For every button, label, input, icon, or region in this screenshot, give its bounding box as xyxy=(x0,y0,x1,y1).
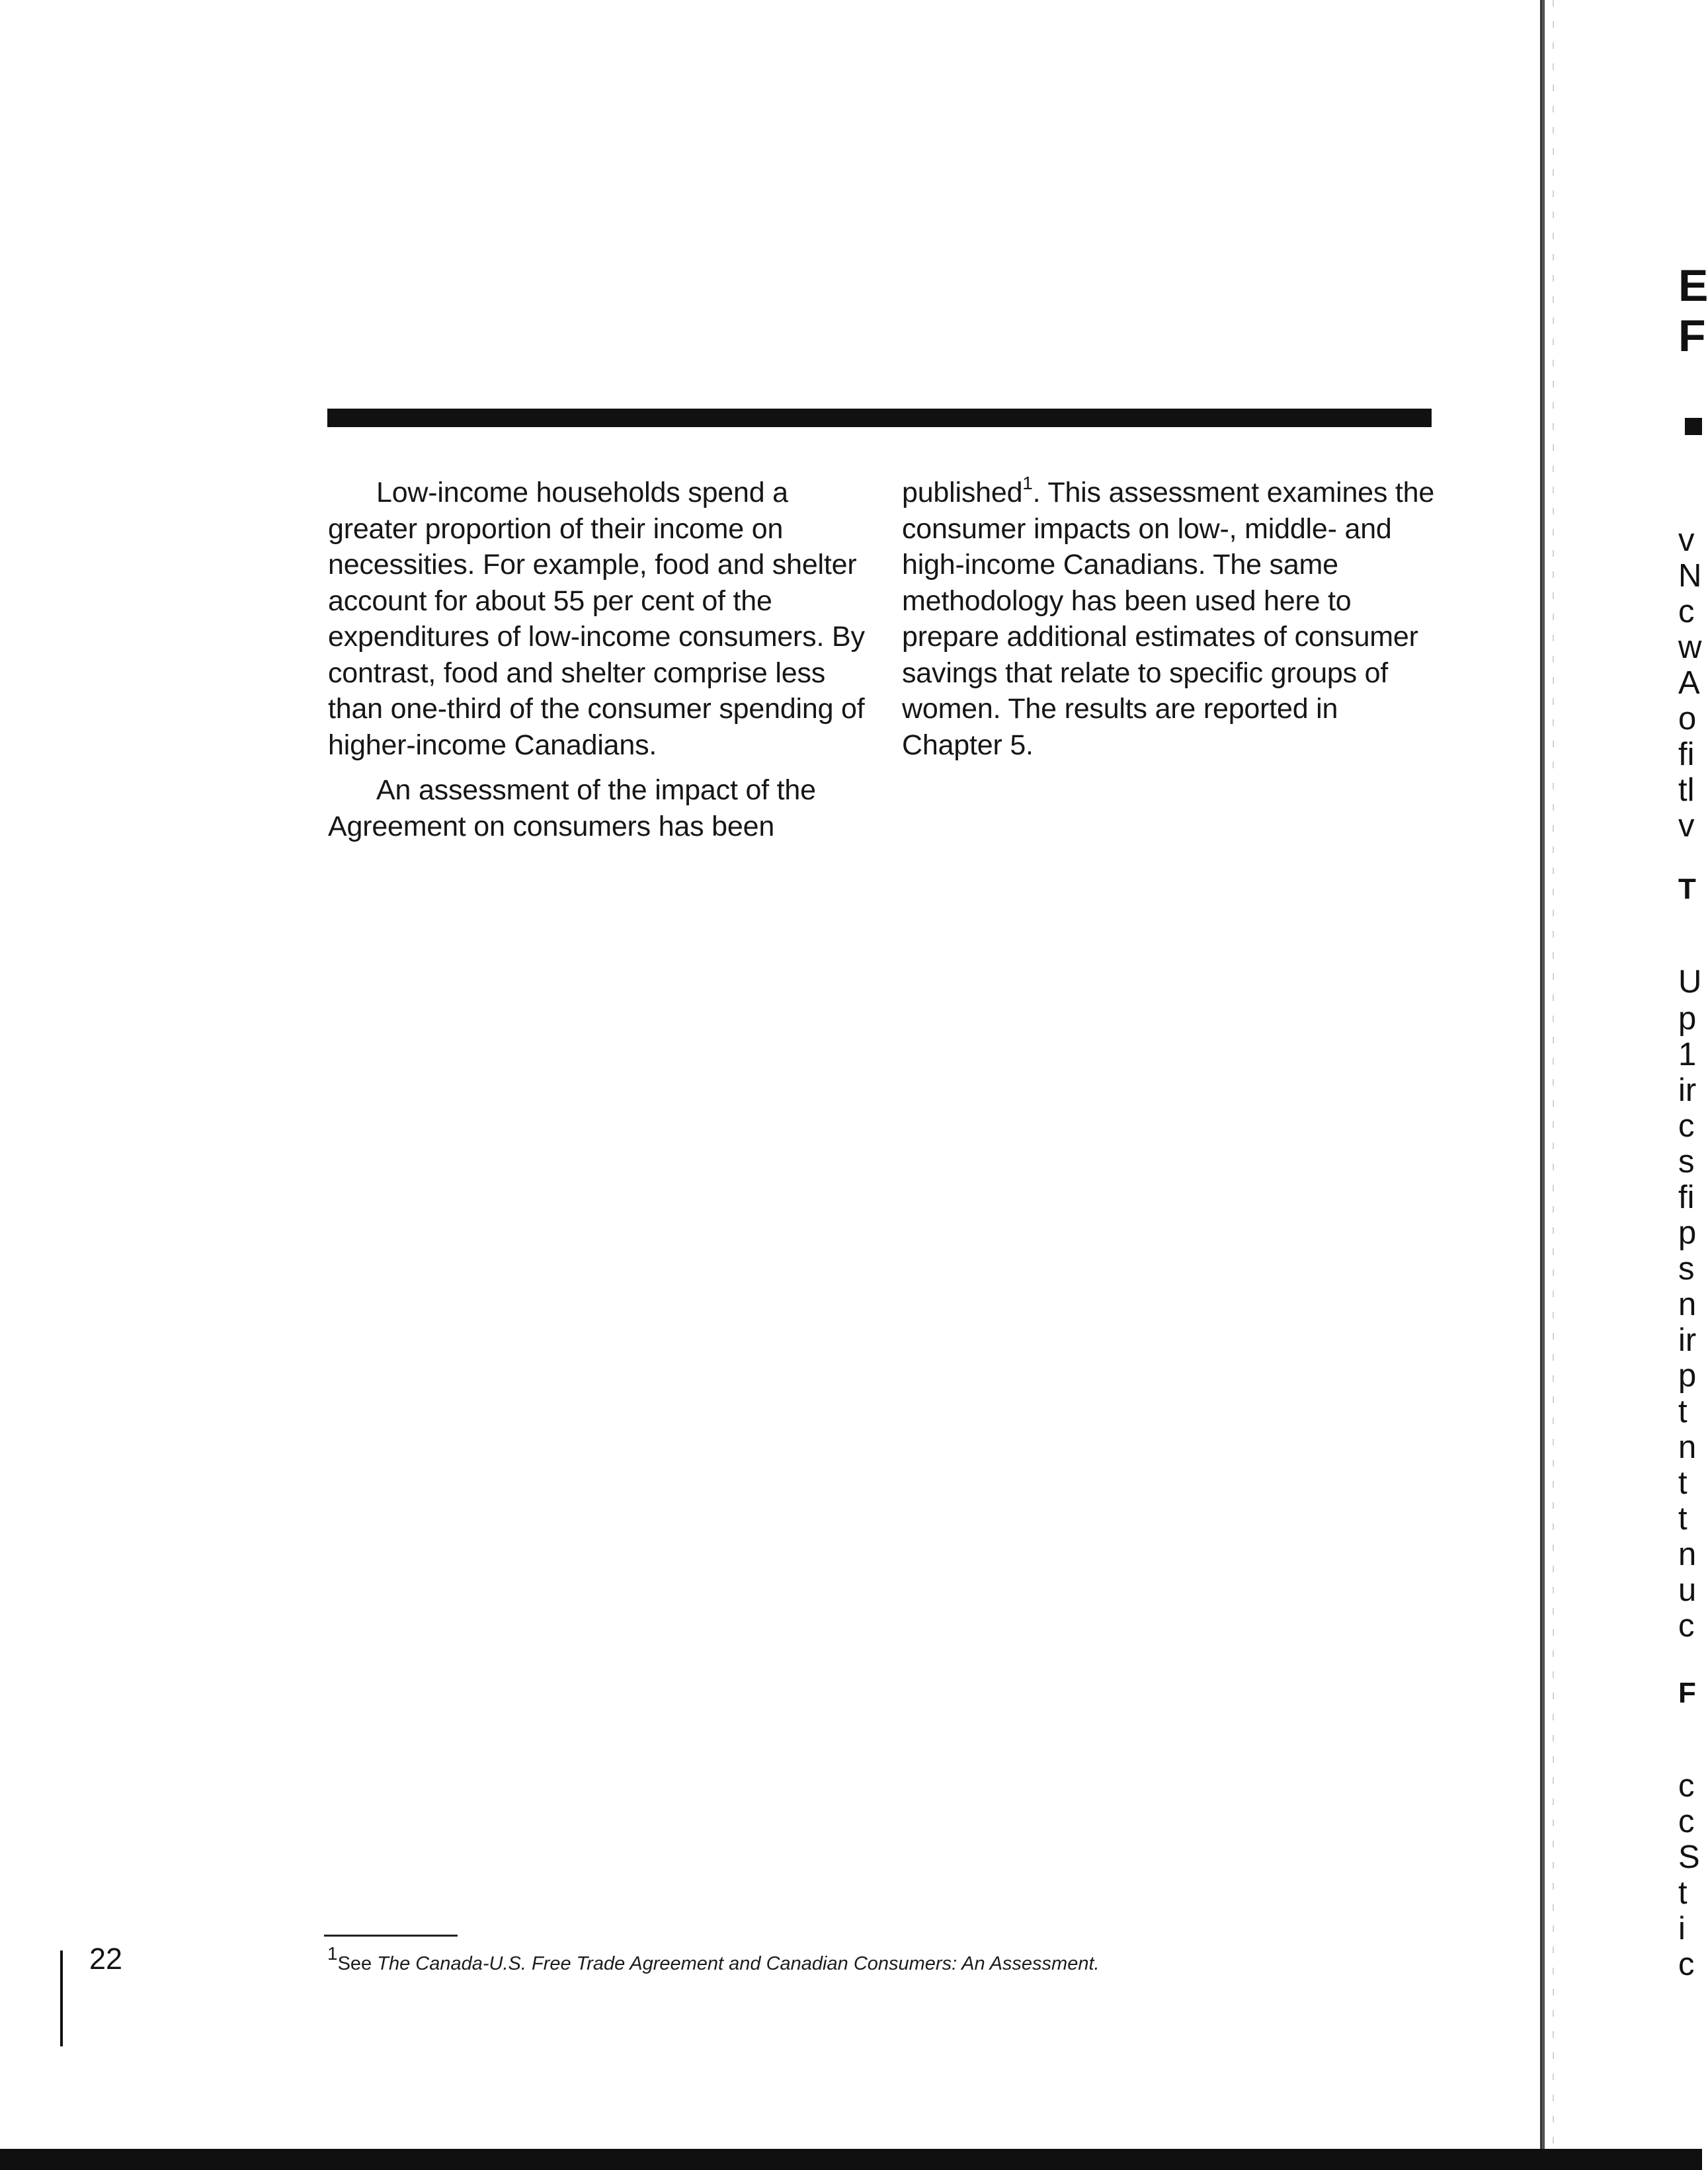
adjacent-letter-3: c xyxy=(1678,594,1695,629)
adjacent-letter-18: p xyxy=(1678,1215,1697,1251)
adjacent-letter-33: S xyxy=(1678,1839,1700,1875)
left-paragraph-1: Low-income households spend a greater proportion of their income on necessities. For example, food and shelter account for about 55 per cent of the expenditures of low-income consumers. By contrast, food and shelter comprise less than one-third of the consumer spending of higher-income Canadians. xyxy=(328,477,865,761)
adjacent-letter-16: s xyxy=(1678,1144,1695,1180)
adjacent-letter-15: c xyxy=(1678,1108,1695,1144)
adjacent-letter-32: c xyxy=(1678,1804,1695,1839)
adjacent-letter-13: 1 xyxy=(1678,1037,1697,1072)
adjacent-letter-22: p xyxy=(1678,1358,1697,1394)
adjacent-letter-20: n xyxy=(1678,1287,1697,1322)
footnote xyxy=(327,1943,1220,1977)
adjacent-letter-8: tl xyxy=(1678,772,1695,808)
adjacent-letter-19: s xyxy=(1678,1251,1695,1287)
adjacent-letter-35: i xyxy=(1678,1911,1686,1947)
right-paragraph-1-start: published xyxy=(902,477,1023,508)
right-text-column xyxy=(902,472,1438,763)
adjacent-letter-25: t xyxy=(1678,1465,1688,1501)
section-top-rule xyxy=(327,409,1432,427)
adjacent-letter-31: c xyxy=(1678,1768,1695,1804)
adjacent-letter-28: u xyxy=(1678,1572,1697,1608)
footnote-prefix: See xyxy=(337,1953,378,1974)
left-text-column xyxy=(328,475,877,844)
adjacent-letter-11: U xyxy=(1678,964,1702,1000)
adjacent-letter-17: fi xyxy=(1678,1180,1695,1215)
right-paragraph-1 xyxy=(902,472,1438,763)
left-paragraph-2: An assessment of the impact of the Agreement on consumers has been xyxy=(328,774,816,842)
adjacent-letter-34: t xyxy=(1678,1875,1688,1911)
right-paragraph-1-end: . This assessment examines the consumer impacts on low-, middle- and high-income Canadians. The same methodology has been used here to prepare additional estimates of consumer savings that relate to specific groups of women. The results are reported in Chapter 5. xyxy=(902,477,1435,761)
adjacent-letter-27: n xyxy=(1678,1537,1697,1572)
page-number: 22 xyxy=(89,1942,123,1976)
adjacent-bullet-square xyxy=(1685,418,1702,435)
adjacent-letter-9: v xyxy=(1678,808,1695,844)
scan-bottom-edge xyxy=(0,2149,1702,2170)
footnote-rule xyxy=(324,1935,458,1937)
adjacent-letter-29: c xyxy=(1678,1608,1695,1644)
adjacent-letter-23: t xyxy=(1678,1394,1688,1429)
adjacent-heading-line-1: E xyxy=(1678,261,1708,311)
footnote-reference-marker: 1 xyxy=(1022,472,1033,493)
adjacent-letter-4: w xyxy=(1678,629,1702,665)
footnote-marker: 1 xyxy=(327,1943,338,1964)
book-binding-line xyxy=(1540,0,1545,2170)
adjacent-letter-5: A xyxy=(1678,665,1700,701)
adjacent-letter-6: o xyxy=(1678,701,1697,737)
footnote-title: The Canada-U.S. Free Trade Agreement and Canadian Consumers: An Assessment. xyxy=(377,1953,1100,1974)
binding-speckle xyxy=(1553,0,1554,2170)
adjacent-letter-2: N xyxy=(1678,558,1702,594)
adjacent-letter-7: fi xyxy=(1678,737,1695,772)
adjacent-letter-24: n xyxy=(1678,1429,1697,1465)
adjacent-letter-36: c xyxy=(1678,1947,1695,1982)
margin-mark xyxy=(60,1950,63,2046)
adjacent-letter-26: t xyxy=(1678,1501,1688,1537)
adjacent-letter-14: ir xyxy=(1678,1072,1697,1108)
adjacent-letter-1: v xyxy=(1678,522,1695,558)
adjacent-subheading-2: F xyxy=(1678,1677,1696,1709)
adjacent-subheading-1: T xyxy=(1678,873,1696,905)
adjacent-letter-21: ir xyxy=(1678,1322,1697,1358)
adjacent-heading-line-2: F xyxy=(1678,311,1706,361)
adjacent-letter-12: p xyxy=(1678,1001,1697,1037)
